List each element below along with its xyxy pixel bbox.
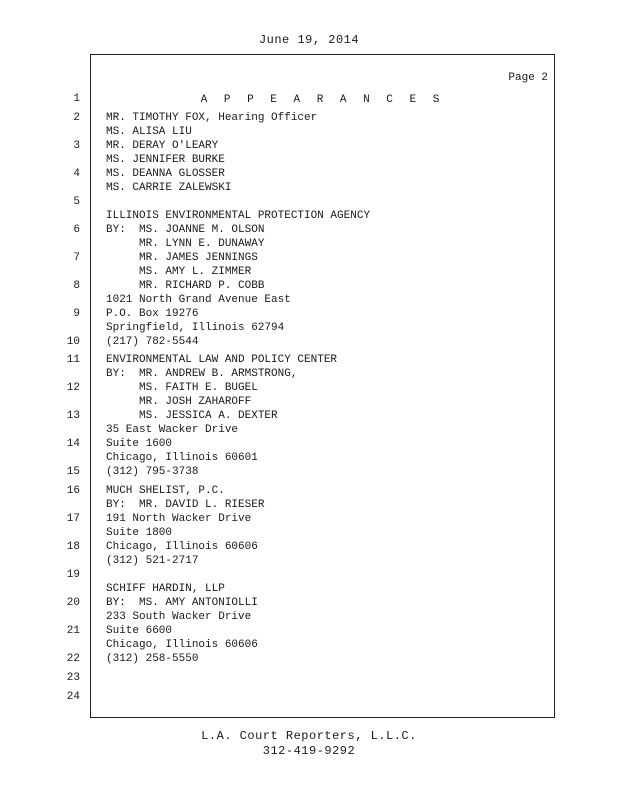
line-number: 21	[66, 625, 80, 637]
text-line: MR. DERAY O'LEARY	[106, 140, 219, 152]
text-line: ILLINOIS ENVIRONMENTAL PROTECTION AGENCY	[106, 210, 371, 222]
line-number: 8	[73, 280, 80, 292]
text-line: Chicago, Illinois 60606	[106, 639, 258, 651]
line-number: 3	[73, 140, 80, 152]
text-line: 1021 North Grand Avenue East	[106, 294, 291, 306]
text-line: MS. FAITH E. BUGEL	[106, 382, 258, 394]
text-line: (217) 782-5544	[106, 336, 199, 348]
text-line: ENVIRONMENTAL LAW AND POLICY CENTER	[106, 354, 338, 366]
line-number: 16	[66, 485, 80, 497]
text-line: MR. LYNN E. DUNAWAY	[106, 238, 265, 250]
line-number: 4	[73, 168, 80, 180]
text-line: SCHIFF HARDIN, LLP	[106, 583, 225, 595]
line-number: 23	[66, 672, 80, 684]
text-line: MR. TIMOTHY FOX, Hearing Officer	[106, 112, 318, 124]
line-number: 20	[66, 597, 80, 609]
line-number: 6	[73, 224, 80, 236]
line-number: 10	[66, 336, 80, 348]
line-number: 19	[66, 569, 80, 581]
text-line: Suite 1600	[106, 438, 173, 450]
text-line: MR. RICHARD P. COBB	[106, 280, 265, 292]
text-line: MS. AMY L. ZIMMER	[106, 266, 252, 278]
line-number: 15	[66, 466, 80, 478]
line-number: 13	[66, 410, 80, 422]
text-line: Springfield, Illinois 62794	[106, 322, 285, 334]
text-line: MS. CARRIE ZALEWSKI	[106, 182, 232, 194]
page-header-date: June 19, 2014	[258, 33, 360, 47]
line-number: 17	[66, 513, 80, 525]
line-number: 12	[66, 382, 80, 394]
text-line: BY: MR. DAVID L. RIESER	[106, 499, 265, 511]
text-line: 191 North Wacker Drive	[106, 513, 252, 525]
line-number: 24	[66, 691, 80, 703]
text-line: (312) 521-2717	[106, 555, 199, 567]
line-number: 1	[73, 93, 80, 105]
footer-phone: 312-419-9292	[262, 744, 356, 758]
text-line: 233 South Wacker Drive	[106, 611, 252, 623]
text-line: Suite 1800	[106, 527, 173, 539]
text-line: (312) 795-3738	[106, 466, 199, 478]
line-number: 2	[73, 112, 80, 124]
text-line: MUCH SHELIST, P.C.	[106, 485, 225, 497]
text-line: (312) 258-5550	[106, 653, 199, 665]
line-number: 11	[66, 354, 80, 366]
line-number: 22	[66, 653, 80, 665]
line-number: 7	[73, 252, 80, 264]
text-line: Chicago, Illinois 60606	[106, 541, 258, 553]
text-line: MS. DEANNA GLOSSER	[106, 168, 225, 180]
text-line: BY: MR. ANDREW B. ARMSTRONG,	[106, 368, 298, 380]
text-line: MS. JESSICA A. DEXTER	[106, 410, 278, 422]
text-line: MR. JAMES JENNINGS	[106, 252, 258, 264]
text-line: P.O. Box 19276	[106, 308, 199, 320]
line-number: 18	[66, 541, 80, 553]
text-line: MR. JOSH ZAHAROFF	[106, 396, 252, 408]
footer-company: L.A. Court Reporters, L.L.C.	[201, 729, 417, 743]
text-line: BY: MS. AMY ANTONIOLLI	[106, 597, 258, 609]
text-line: BY: MS. JOANNE M. OLSON	[106, 224, 265, 236]
page-number-label: Page 2	[508, 72, 548, 84]
text-line: Chicago, Illinois 60601	[106, 452, 258, 464]
text-line: MS. ALISA LIU	[106, 126, 192, 138]
appearances-title: A P P E A R A N C E S	[200, 94, 445, 106]
text-line: Suite 6600	[106, 625, 173, 637]
line-number: 9	[73, 308, 80, 320]
line-number: 14	[66, 438, 80, 450]
text-line: 35 East Wacker Drive	[106, 424, 239, 436]
line-number: 5	[73, 196, 80, 208]
text-line: MS. JENNIFER BURKE	[106, 154, 225, 166]
